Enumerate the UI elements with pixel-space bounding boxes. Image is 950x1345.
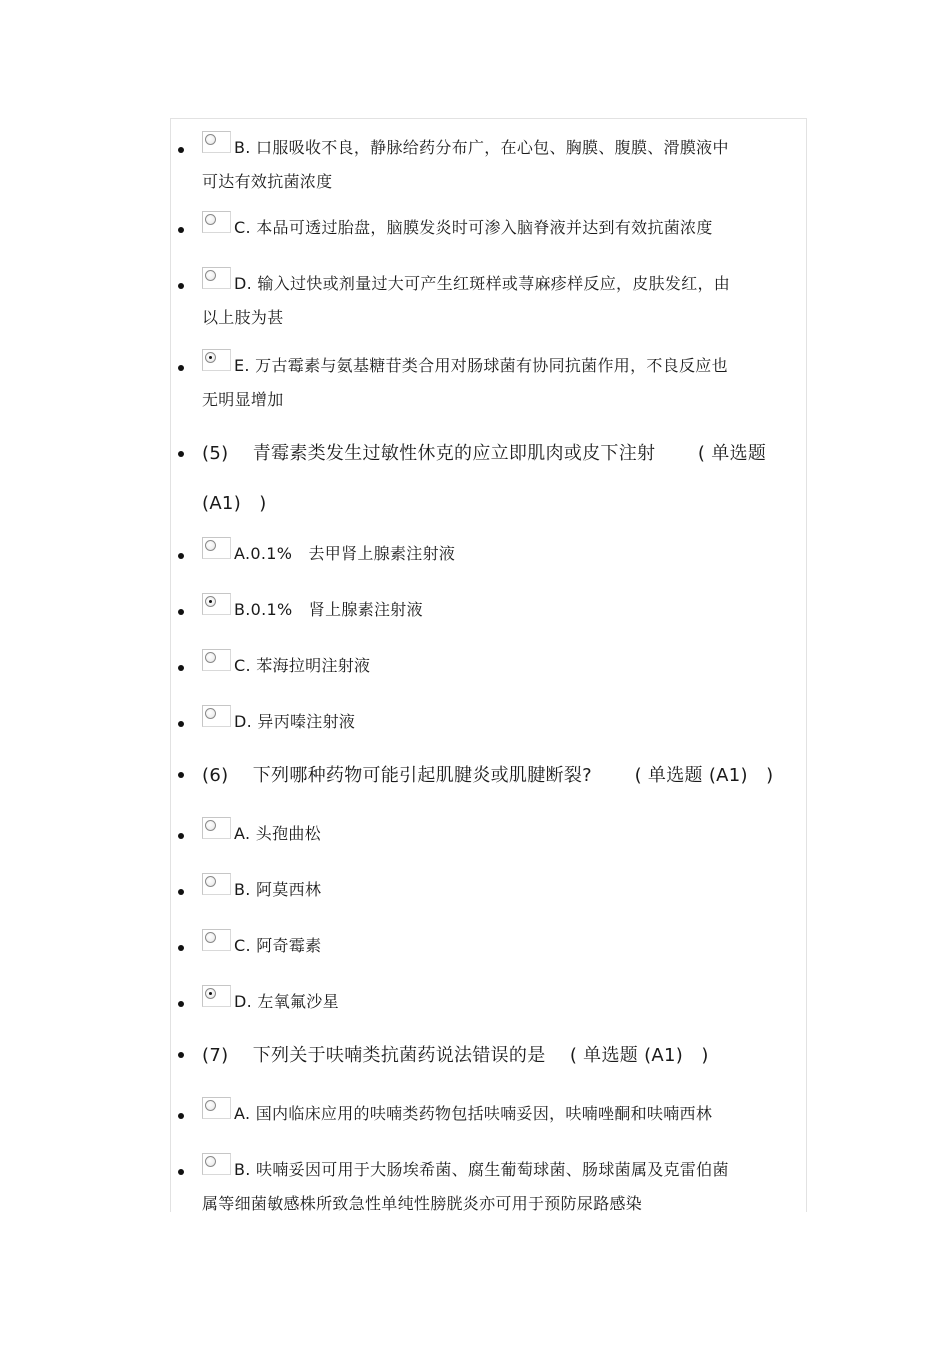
option-text-line-1: C. 苯海拉明注射液 — [234, 656, 371, 675]
option-text-line-1: B.0.1% 肾上腺素注射液 — [234, 600, 423, 619]
question-title-line-2: (A1) ) — [202, 493, 267, 514]
option-text-line-2: 属等细菌敏感株所致急性单纯性膀胱炎亦可用于预防尿路感染 — [202, 1194, 643, 1213]
option-text-line-1: E. 万古霉素与氨基糖苷类合用对肠球菌有协同抗菌作用，不良反应也 — [234, 356, 728, 375]
option-text-line-1: B. 口服吸收不良，静脉给药分布广，在心包、胸膜、腹膜、滑膜液中 — [234, 138, 729, 157]
list-bullet — [178, 665, 184, 671]
list-bullet — [178, 553, 184, 559]
list-bullet — [178, 1113, 184, 1119]
list-bullet — [178, 889, 184, 895]
list-bullet — [178, 227, 184, 233]
question-panel — [170, 118, 807, 1212]
list-bullet — [178, 1001, 184, 1007]
option-text-line-1: A. 头孢曲松 — [234, 824, 321, 843]
list-bullet — [178, 283, 184, 289]
list-bullet — [178, 1052, 184, 1058]
question-title-line-1: (7) 下列关于呋喃类抗菌药说法错误的是 ( 单选题 (A1) ) — [202, 1045, 709, 1066]
option-text-line-1: D. 异丙嗪注射液 — [234, 712, 356, 731]
option-text-line-1: B. 呋喃妥因可用于大肠埃希菌、腐生葡萄球菌、肠球菌属及克雷伯菌 — [234, 1160, 729, 1179]
list-bullet — [178, 1169, 184, 1175]
list-bullet — [178, 609, 184, 615]
option-text-line-1: D. 输入过快或剂量过大可产生红斑样或荨麻疹样反应，皮肤发红，由 — [234, 274, 731, 293]
list-bullet — [178, 833, 184, 839]
option-text-line-2: 以上肢为甚 — [202, 308, 284, 327]
list-bullet — [178, 451, 184, 457]
option-text-line-2: 可达有效抗菌浓度 — [202, 172, 333, 191]
option-text-line-1: C. 本品可透过胎盘，脑膜发炎时可渗入脑脊液并达到有效抗菌浓度 — [234, 218, 713, 237]
list-bullet — [178, 945, 184, 951]
list-bullet — [178, 772, 184, 778]
option-text-line-1: A.0.1% 去甲肾上腺素注射液 — [234, 544, 456, 563]
list-bullet — [178, 721, 184, 727]
option-text-line-1: D. 左氧氟沙星 — [234, 992, 339, 1011]
list-bullet — [178, 147, 184, 153]
question-title-line-1: (6) 下列哪种药物可能引起肌腱炎或肌腱断裂? ( 单选题 (A1) ) — [202, 765, 774, 786]
option-text-line-1: C. 阿奇霉素 — [234, 936, 322, 955]
list-bullet — [178, 365, 184, 371]
option-text-line-1: B. 阿莫西林 — [234, 880, 322, 899]
question-title-line-1: (5) 青霉素类发生过敏性休克的应立即肌肉或皮下注射 ( 单选题 — [202, 443, 767, 464]
option-text-line-2: 无明显增加 — [202, 390, 284, 409]
option-text-line-1: A. 国内临床应用的呋喃类药物包括呋喃妥因，呋喃唑酮和呋喃西林 — [234, 1104, 713, 1123]
